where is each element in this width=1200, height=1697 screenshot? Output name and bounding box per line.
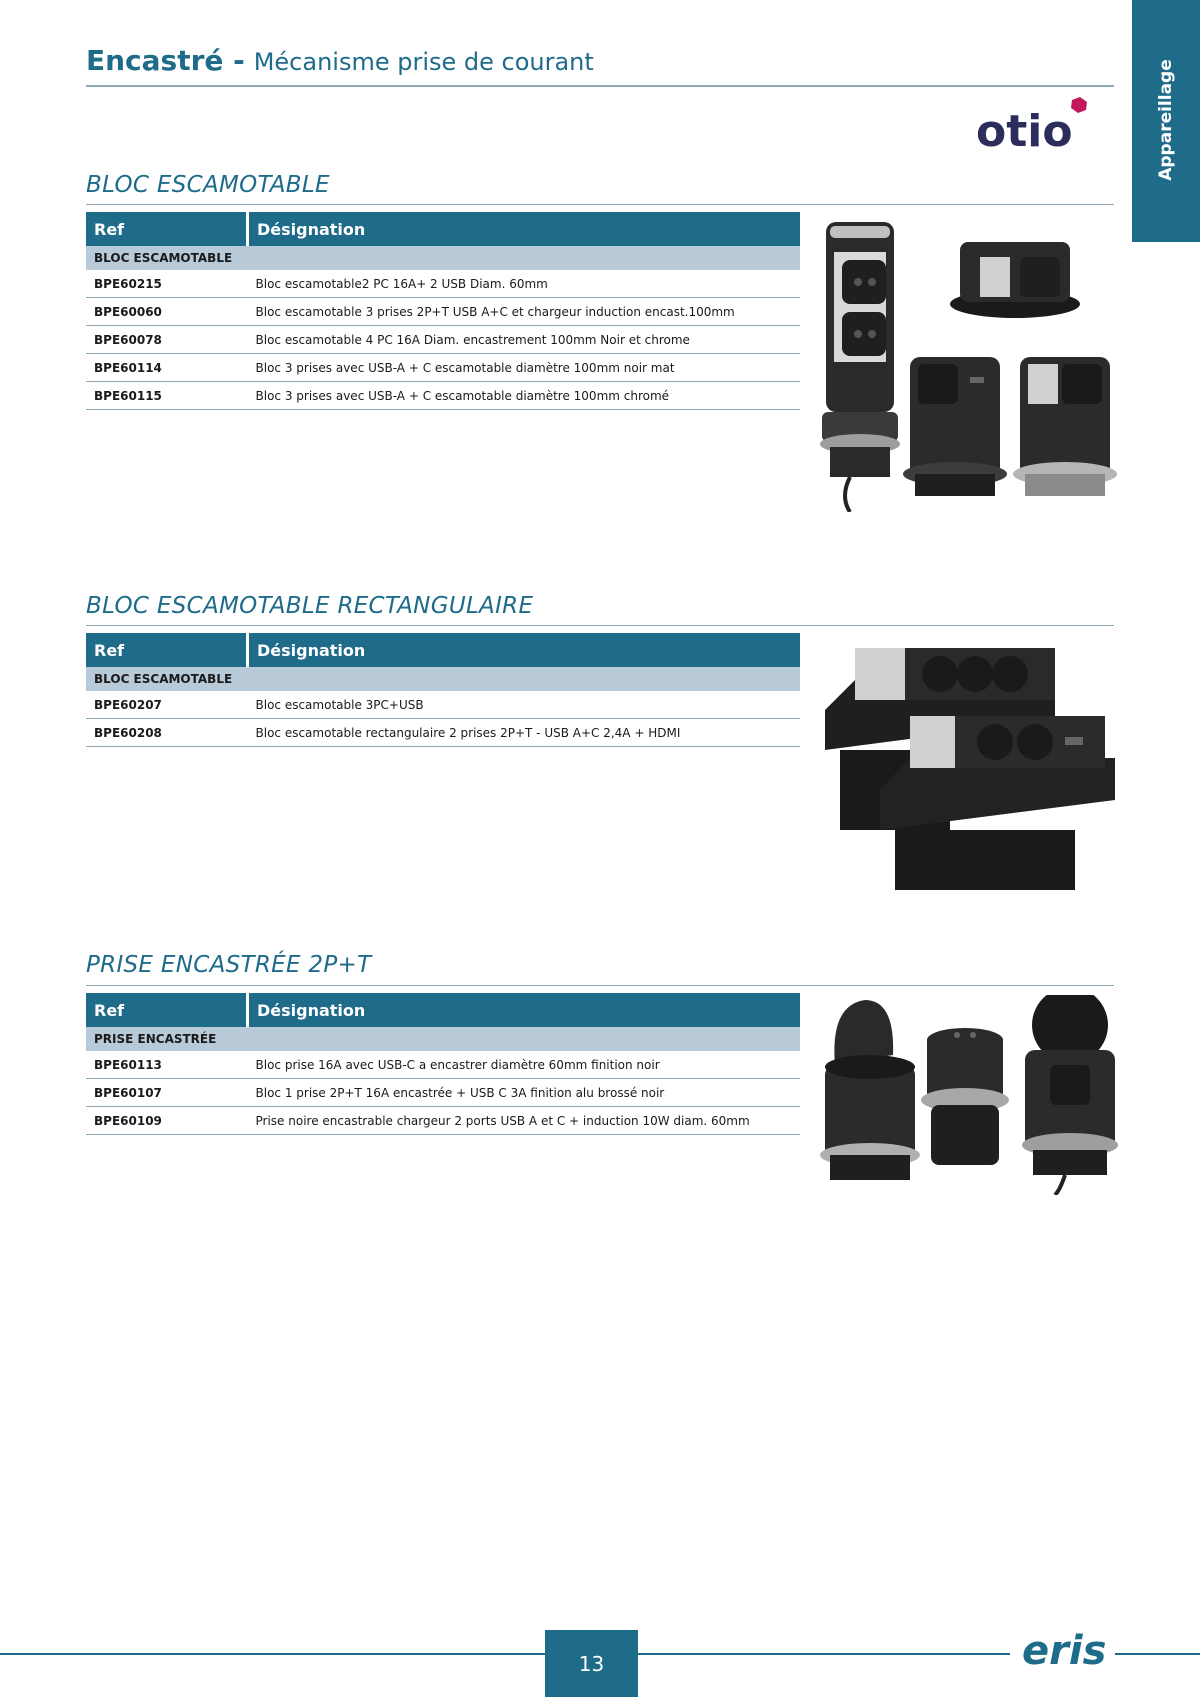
product-ref: BPE60109	[86, 1107, 248, 1135]
product-ref: BPE60060	[86, 298, 248, 326]
product-designation: Bloc escamotable 4 PC 16A Diam. encastrement 100mm Noir et chrome	[248, 326, 801, 354]
side-tab-label: Appareillage	[1156, 59, 1176, 181]
page-title-main: Encastré -	[86, 44, 245, 77]
section-title-prise-encastree: PRISE ENCASTRÉE 2P+T	[86, 952, 372, 978]
product-table-bloc-escamotable	[86, 212, 800, 410]
table-row	[86, 326, 800, 354]
column-header-ref: Ref	[86, 212, 248, 246]
table-row	[86, 1079, 800, 1107]
product-ref: BPE60115	[86, 382, 248, 410]
eris-logo	[1020, 1626, 1108, 1670]
product-designation: Bloc escamotable rectangulaire 2 prises 2P+T - USB A+C 2,4A + HDMI	[248, 719, 801, 747]
product-designation: Bloc 1 prise 2P+T 16A encastrée + USB C 3A finition alu brossé noir	[248, 1079, 801, 1107]
product-image-prise-encastree	[815, 995, 1125, 1195]
product-ref: BPE60113	[86, 1051, 248, 1079]
footer-divider-right	[1115, 1653, 1200, 1655]
group-label: PRISE ENCASTRÉE	[86, 1027, 800, 1051]
product-ref: BPE60114	[86, 354, 248, 382]
group-label: BLOC ESCAMOTABLE	[86, 246, 800, 270]
footer-divider-left	[0, 1653, 545, 1655]
side-tab	[1132, 0, 1200, 242]
section-divider	[86, 625, 1114, 626]
group-label: BLOC ESCAMOTABLE	[86, 667, 800, 691]
product-image-bloc-rectangulaire	[815, 640, 1125, 900]
product-table-bloc-rectangulaire	[86, 633, 800, 747]
product-ref: BPE60215	[86, 270, 248, 298]
column-header-ref: Ref	[86, 633, 248, 667]
product-designation: Bloc prise 16A avec USB-C a encastrer diamètre 60mm finition noir	[248, 1051, 801, 1079]
footer-divider-mid	[638, 1653, 1010, 1655]
product-image-bloc-escamotable	[810, 212, 1125, 512]
page-number: 13	[545, 1630, 638, 1697]
product-designation: Bloc 3 prises avec USB-A + C escamotable diamètre 100mm noir mat	[248, 354, 801, 382]
column-header-ref: Ref	[86, 993, 248, 1027]
product-designation: Prise noire encastrable chargeur 2 ports USB A et C + induction 10W diam. 60mm	[248, 1107, 801, 1135]
table-row	[86, 298, 800, 326]
product-designation: Bloc 3 prises avec USB-A + C escamotable diamètre 100mm chromé	[248, 382, 801, 410]
product-ref: BPE60078	[86, 326, 248, 354]
page-title	[86, 44, 594, 77]
product-designation: Bloc escamotable 3 prises 2P+T USB A+C et chargeur induction encast.100mm	[248, 298, 801, 326]
product-ref: BPE60207	[86, 691, 248, 719]
table-row	[86, 382, 800, 410]
table-row	[86, 1051, 800, 1079]
column-header-designation: Désignation	[248, 212, 801, 246]
table-row	[86, 270, 800, 298]
product-table-prise-encastree	[86, 993, 800, 1135]
section-divider	[86, 985, 1114, 986]
table-row	[86, 719, 800, 747]
table-row	[86, 354, 800, 382]
column-header-designation: Désignation	[248, 633, 801, 667]
section-title-bloc-escamotable: BLOC ESCAMOTABLE	[86, 172, 330, 198]
svg-text:eris: eris	[1022, 1628, 1107, 1670]
table-row	[86, 691, 800, 719]
page-title-sub: Mécanisme prise de courant	[253, 48, 594, 76]
product-designation: Bloc escamotable 3PC+USB	[248, 691, 801, 719]
otio-logo	[972, 96, 1092, 152]
section-title-bloc-rectangulaire: BLOC ESCAMOTABLE RECTANGULAIRE	[86, 593, 534, 619]
table-row	[86, 1107, 800, 1135]
section-divider	[86, 204, 1114, 205]
header-divider	[86, 85, 1114, 87]
product-ref: BPE60208	[86, 719, 248, 747]
product-ref: BPE60107	[86, 1079, 248, 1107]
product-designation: Bloc escamotable2 PC 16A+ 2 USB Diam. 60mm	[248, 270, 801, 298]
svg-text:otio: otio	[976, 106, 1073, 152]
column-header-designation: Désignation	[248, 993, 801, 1027]
